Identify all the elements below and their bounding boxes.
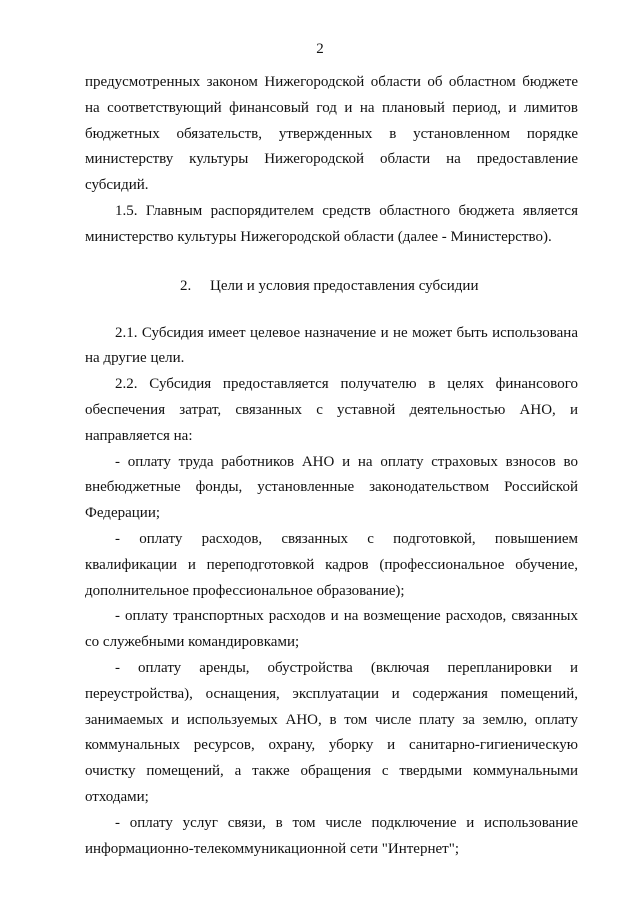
paragraph-1-5: 1.5. Главным распорядителем средств областного бюджета является министерство культуры Нижегородской области (далее - Министерство). (85, 202, 578, 245)
section-title: Цели и условия предоставления субсидии (210, 277, 479, 294)
page-number: 2 (316, 41, 324, 57)
section-heading (85, 273, 578, 299)
list-item-transport: - оплату транспортных расходов и на возмещение расходов, связанных со служебными командировками; (85, 608, 578, 651)
paragraph-2-1: 2.1. Субсидия имеет целевое назначение и не может быть использована на другие цели. (85, 324, 578, 367)
paragraph-2-2: 2.2. Субсидия предоставляется получателю в целях финансового обеспечения затрат, связанных с уставной деятельностью АНО, и направляется на: (85, 376, 578, 444)
paragraph-continuation: предусмотренных законом Нижегородской области об областном бюджете на соответствующий финансовый год и на плановый период, и лимитов бюджетных обязательств, утвержденных в установленном порядке министерству культуры Нижегородской области на предоставление субсидий. (85, 74, 578, 194)
list-item-premises: - оплату аренды, обустройства (включая перепланировки и переустройства), оснащения, эксплуатации и содержания помещений, занимаемых и используемых АНО, в том числе плату за землю, оплату коммунальных ресурсов, охрану, уборку и санитарно-гигиеническую очистку помещений, а также обращения с твердыми коммунальными отходами; (85, 659, 578, 805)
section-number: 2. (180, 277, 192, 294)
list-item-wages: - оплату труда работников АНО и на оплату страховых взносов во внебюджетные фонды, установленные законодательством Российской Федерации; (85, 453, 578, 522)
list-item-communications: - оплату услуг связи, в том числе подключение и использование информационно-телекоммуникационной сети "Интернет"; (85, 814, 578, 857)
document-body (85, 70, 578, 862)
list-item-training: - оплату расходов, связанных с подготовкой, повышением квалификации и переподготовкой кадров (профессиональное обучение, дополнительное профессиональное образование); (85, 530, 578, 599)
